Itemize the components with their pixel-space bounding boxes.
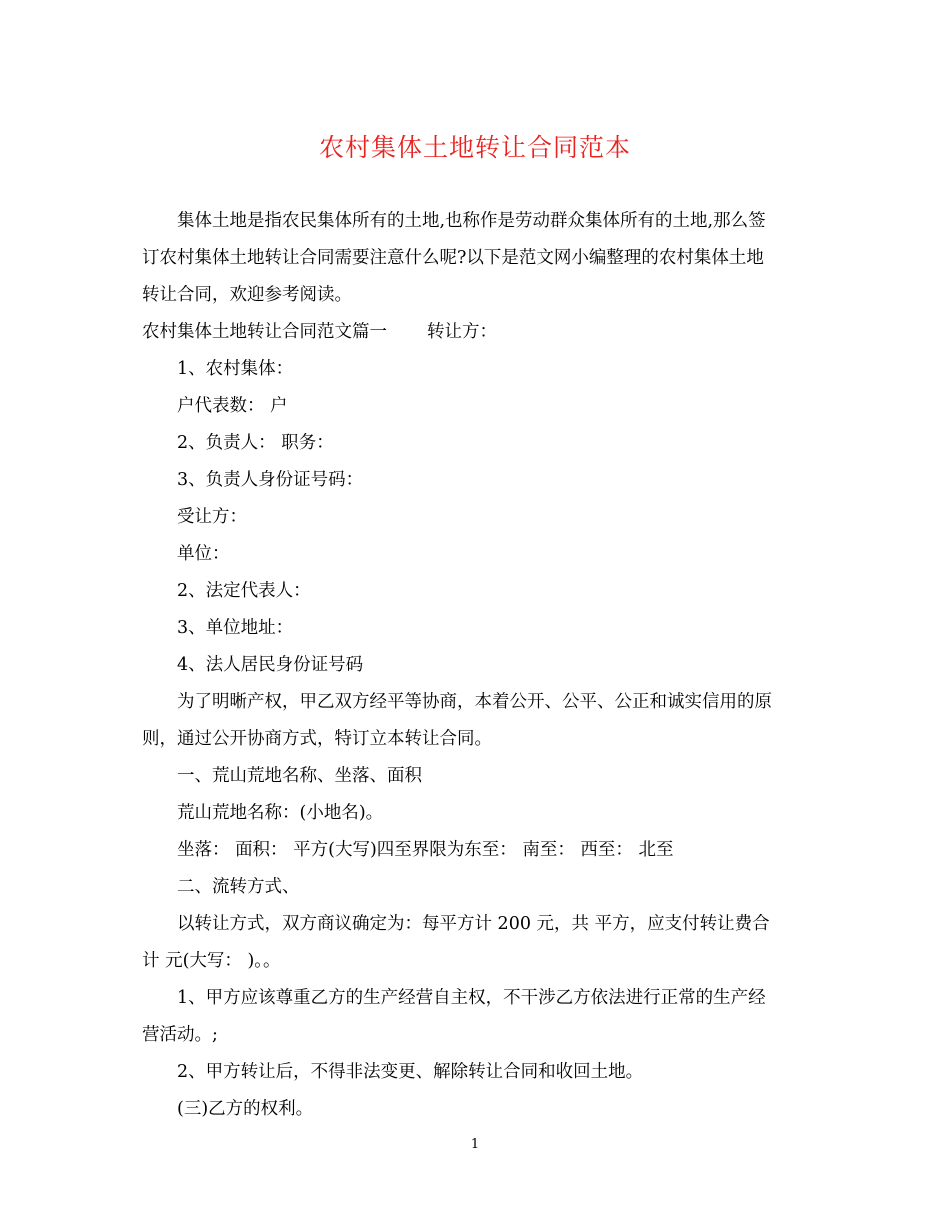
land-line: 坐落： 面积： 平方(大写)四至界限为东至： 南至： 西至： 北至 bbox=[177, 840, 674, 860]
party-line: 户代表数： 户 bbox=[177, 396, 288, 416]
party-line: 3、单位地址： bbox=[177, 618, 294, 638]
purpose-line-1: 为了明晰产权，甲乙双方经平等协商，本着公开、公平、公正和诚实信用的原 bbox=[177, 692, 772, 712]
party-line: 1、农村集体： bbox=[177, 359, 294, 379]
transferor-label: 转让方： bbox=[427, 322, 497, 342]
section-heading-line bbox=[142, 314, 812, 351]
final-line: 2、甲方转让后，不得非法变更、解除转让合同和收回土地。 bbox=[177, 1062, 644, 1082]
fee-line-1: 以转让方式，双方商议确定为：每平方计 200 元，共 平方，应支付转让费合 bbox=[177, 914, 770, 934]
party-line: 2、法定代表人： bbox=[177, 581, 311, 601]
party-line: 受让方： bbox=[177, 507, 247, 527]
final-line: (三)乙方的权利。 bbox=[177, 1099, 314, 1119]
page-title: 农村集体土地转让合同范本 bbox=[318, 133, 631, 162]
document-body bbox=[142, 203, 812, 1128]
land-line: 二、流转方式、 bbox=[177, 877, 300, 897]
party-line: 4、法人居民身份证号码 bbox=[177, 655, 364, 675]
party-line: 单位： bbox=[177, 544, 230, 564]
land-line: 荒山荒地名称：(小地名)。 bbox=[177, 803, 384, 823]
party-line: 3、负责人身份证号码： bbox=[177, 470, 364, 490]
purpose-line-2: 则，通过公开协商方式，特订立本转让合同。 bbox=[142, 729, 492, 749]
intro-line-3: 转让合同，欢迎参考阅读。 bbox=[142, 285, 352, 305]
intro-line-1: 集体土地是指农民集体所有的土地,也称作是劳动群众集体所有的土地,那么签 bbox=[177, 211, 766, 231]
fee-line-2: 计 元(大写： )。。 bbox=[142, 951, 281, 971]
intro-line-2: 订农村集体土地转让合同需要注意什么呢?以下是范文网小编整理的农村集体土地 bbox=[142, 248, 764, 268]
land-line: 一、荒山荒地名称、坐落、面积 bbox=[177, 766, 422, 786]
section-heading: 农村集体土地转让合同范文篇一 bbox=[142, 322, 387, 342]
page-number: 1 bbox=[470, 1137, 480, 1152]
obligation-line-2: 营活动。; bbox=[142, 1025, 218, 1045]
obligation-line-1: 1、甲方应该尊重乙方的生产经营自主权，不干涉乙方依法进行正常的生产经 bbox=[177, 988, 766, 1008]
party-line: 2、负责人： 职务： bbox=[177, 433, 334, 453]
